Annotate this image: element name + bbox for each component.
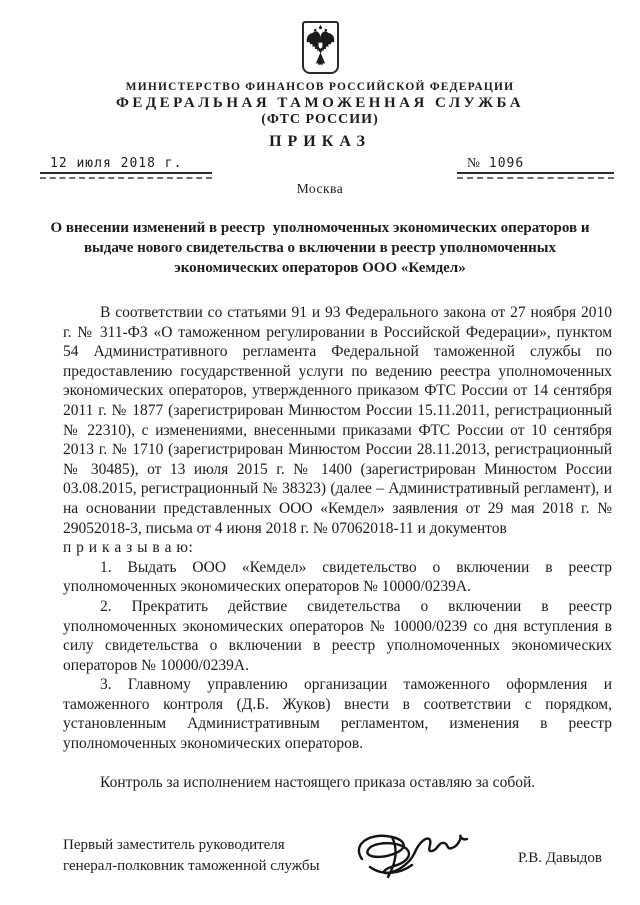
signer-position-line-1: Первый заместитель руководителя	[63, 836, 285, 853]
number-value: 1096	[488, 156, 525, 171]
number-underline	[457, 175, 614, 179]
decree-word: п р и к а з ы в а ю:	[63, 539, 194, 557]
number-sign: №	[467, 155, 481, 170]
agency-title: ФЕДЕРАЛЬНАЯ ТАМОЖЕННАЯ СЛУЖБА	[115, 95, 525, 111]
coat-of-arms-emblem	[302, 21, 339, 74]
order-item-2: 2. Прекратить действие свидетельства о включении в реестр уполномоченных экономических операторов № 10000/0239 со дня вступления в силу свидетельства о включении в реестр уполномоченных экономических операторов № 10000/0239А.	[63, 597, 612, 674]
signer-position-line-2: генерал-полковник таможенной службы	[63, 858, 320, 875]
order-item-3: 3. Главному управлению организации таможенного оформления и таможенного контроля (Д.Б. Жуков) внести в соответствии с порядком, установленным Административным регламентом, изменения в реестр уполномоченных экономических операторов.	[63, 676, 612, 753]
title-line-2: выдаче нового свидетельства о включении в реестр уполномоченных	[83, 240, 557, 256]
control-paragraph: Контроль за исполнением настоящего приказа оставляю за собой.	[100, 774, 536, 792]
intro-paragraph: В соответствии со статьями 91 и 93 Федерального закона от 27 ноября 2010 г. № 311-ФЗ «О таможенном регулировании в Российской Федерации», пунктом 54 Административного регламента Федеральной таможенной службы по предоставлению государственной услуги по ведению реестра уполномоченных экономических операторов, утвержденного приказом ФТС России от 14 сентября 2011 г. № 1877 (зарегистрирован Минюстом России 15.11.2011, регистрационный № 22310), с изменениями, внесенными приказами ФТС России от 10 сентября 2013 г. № 1710 (зарегистрирован Минюстом России 28.11.2013, регистрационный № 30485), от 13 июля 2015 г. № 1400 (зарегистрирован Минюстом России 03.08.2015, регистрационный № 38323) (далее – Административный регламент), и на основании представленных ООО «Кемдел» заявления от 29 мая 2018 г. № 29052018-3, письма от 4 июня 2018 г. № 07062018-11 и документов	[63, 304, 612, 537]
document-title	[0, 218, 640, 278]
title-line-3: экономических операторов ООО «Кемдел»	[174, 260, 466, 276]
double-headed-eagle-icon	[306, 25, 335, 70]
date-number-row	[0, 151, 640, 179]
document-type-title: ПРИКАЗ	[269, 133, 371, 150]
signature-block	[0, 835, 640, 883]
signer-position	[63, 835, 320, 878]
order-item-1: 1. Выдать ООО «Кемдел» свидетельство о включении в реестр уполномоченных экономических операторов № 10000/0239А.	[63, 558, 612, 596]
city-label: Москва	[296, 181, 344, 196]
document-body	[0, 303, 640, 793]
ministry-title: МИНИСТЕРСТВО ФИНАНСОВ РОССИЙСКОЙ ФЕДЕРАЦИИ	[125, 81, 515, 93]
number-field	[457, 155, 614, 179]
date-field	[40, 156, 212, 179]
signer-name: Р.В. Давыдов	[518, 849, 602, 866]
date-underline	[40, 175, 212, 179]
agency-abbreviation: (ФТС РОССИИ)	[261, 112, 379, 127]
title-line-1: О внесении изменений в реестр уполномоченных экономических операторов и	[50, 220, 590, 236]
handwritten-signature-icon	[348, 829, 470, 883]
date-value: 12 июля 2018 г.	[40, 156, 212, 174]
